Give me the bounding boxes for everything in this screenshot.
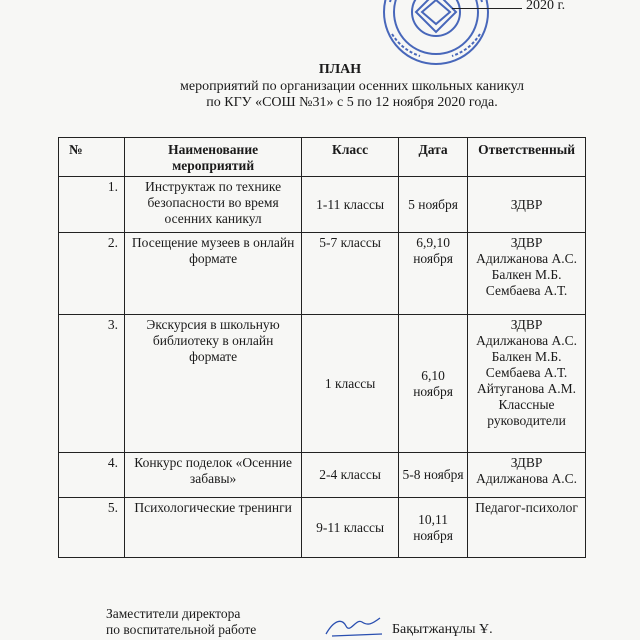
responsible-person: Балкен М.Б. bbox=[491, 267, 562, 282]
event-responsible bbox=[468, 233, 586, 315]
event-date: 5-8 ноября bbox=[399, 453, 468, 498]
row-number: 3. bbox=[59, 315, 125, 453]
event-name: Инструктаж по технике безопасности во время осенних каникул bbox=[125, 177, 302, 233]
event-responsible bbox=[468, 453, 586, 498]
footer-position-line-2: по воспитательной работе bbox=[106, 622, 257, 637]
row-number: 4. bbox=[59, 453, 125, 498]
responsible-person: ЗДВР bbox=[510, 455, 543, 470]
event-date: 6,9,10 ноября bbox=[399, 233, 468, 315]
event-name: Посещение музеев в онлайн формате bbox=[125, 233, 302, 315]
row-number: 2. bbox=[59, 233, 125, 315]
column-header-date: Дата bbox=[399, 138, 468, 177]
row-number: 1. bbox=[59, 177, 125, 233]
event-name: Психологические тренинги bbox=[125, 498, 302, 558]
approval-date bbox=[452, 0, 565, 14]
column-header-class: Класс bbox=[302, 138, 399, 177]
event-name: Экскурсия в школьную библиотеку в онлайн формате bbox=[125, 315, 302, 453]
signature-icon bbox=[322, 612, 386, 640]
document-title: ПЛАН bbox=[318, 62, 362, 77]
responsible-person: Адилжанова А.С. bbox=[476, 471, 578, 486]
table-row bbox=[59, 315, 586, 453]
document-subtitle-line-1: мероприятий по организации осенних школьных каникул bbox=[180, 79, 524, 94]
table-row bbox=[59, 177, 586, 233]
table-row bbox=[59, 453, 586, 498]
event-class: 9-11 классы bbox=[302, 498, 399, 558]
events-table bbox=[58, 137, 586, 558]
date-blank-line bbox=[452, 8, 522, 9]
event-responsible bbox=[468, 177, 586, 233]
event-class: 1 классы bbox=[302, 315, 399, 453]
table-header-row bbox=[59, 138, 586, 177]
responsible-person: Педагог-психолог bbox=[475, 500, 578, 515]
table-row bbox=[59, 233, 586, 315]
responsible-person: ЗДВР bbox=[510, 317, 543, 332]
responsible-person: Сембаева А.Т. bbox=[485, 283, 568, 298]
column-header-responsible: Ответственный bbox=[468, 138, 586, 177]
responsible-person: Адилжанова А.С. bbox=[476, 333, 578, 348]
event-class: 2-4 классы bbox=[302, 453, 399, 498]
signer-name: Бақытжанұлы Ұ. bbox=[392, 622, 493, 637]
event-responsible bbox=[468, 315, 586, 453]
column-header-name: Наименование мероприятий bbox=[125, 138, 302, 177]
row-number: 5. bbox=[59, 498, 125, 558]
responsible-person: Балкен М.Б. bbox=[491, 349, 562, 364]
responsible-person: Адилжанова А.С. bbox=[476, 251, 578, 266]
footer-position-line-1: Заместители директора bbox=[106, 606, 241, 621]
date-year: 2020 г. bbox=[526, 0, 566, 13]
event-date: 10,11 ноября bbox=[399, 498, 468, 558]
event-date: 6,10 ноября bbox=[399, 315, 468, 453]
event-name: Конкурс поделок «Осенние забавы» bbox=[125, 453, 302, 498]
event-class: 5-7 классы bbox=[302, 233, 399, 315]
document-subtitle-line-2: по КГУ «СОШ №31» с 5 по 12 ноября 2020 года. bbox=[206, 95, 498, 110]
event-responsible bbox=[468, 498, 586, 558]
responsible-person: Классные руководители bbox=[487, 397, 566, 428]
responsible-person: ЗДВР bbox=[510, 196, 543, 212]
event-date: 5 ноября bbox=[399, 177, 468, 233]
event-class: 1-11 классы bbox=[302, 177, 399, 233]
table-row bbox=[59, 498, 586, 558]
responsible-person: ЗДВР bbox=[510, 235, 543, 250]
column-header-number: № bbox=[59, 138, 125, 177]
responsible-person: Айтуганова А.М. bbox=[477, 381, 577, 396]
responsible-person: Сембаева А.Т. bbox=[485, 365, 568, 380]
